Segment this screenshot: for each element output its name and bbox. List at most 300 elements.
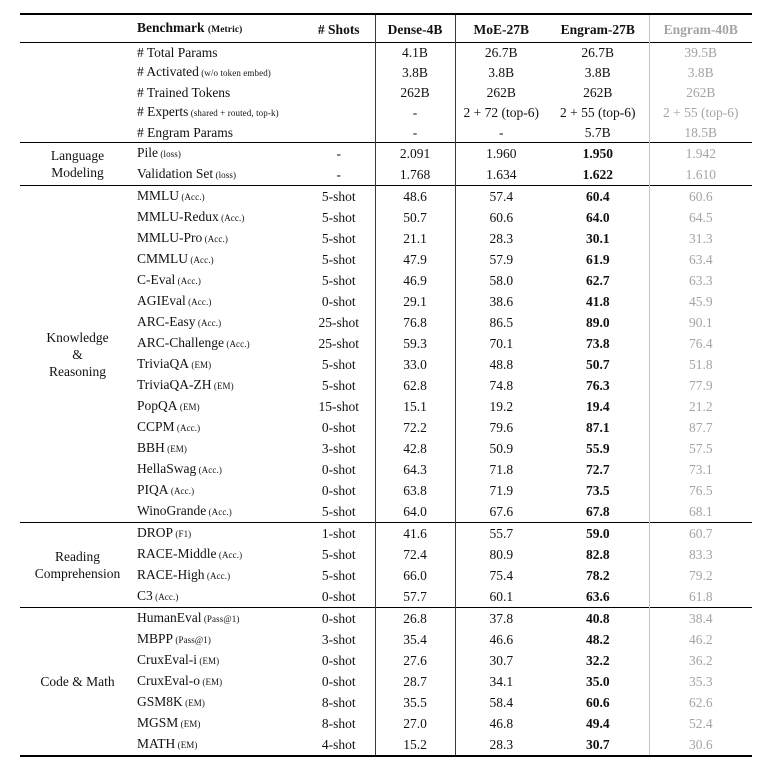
value-engram-27b: 60.4 — [585, 189, 610, 204]
benchmark-cell — [135, 650, 303, 671]
metric-label: (Acc.) — [202, 234, 228, 244]
benchmark-name: MMLU-Pro — [137, 230, 203, 245]
value-dense-4b: 63.8 — [375, 480, 455, 501]
value-dense-4b: - — [375, 102, 455, 123]
benchmark-cell — [135, 207, 303, 228]
benchmark-name: Validation Set — [137, 166, 214, 181]
shots-cell: 5-shot — [321, 210, 356, 225]
metric-label: (EM) — [178, 719, 201, 729]
value-moe-27b: 86.5 — [455, 312, 547, 333]
value-moe-27b: 1.634 — [455, 164, 547, 186]
shots-cell — [303, 83, 375, 102]
header-model-moe-27b: MoE-27B — [455, 14, 547, 43]
benchmark-name: AGIEval — [137, 293, 186, 308]
section-language-modeling — [20, 143, 752, 186]
value-engram-40b: 46.2 — [649, 629, 752, 650]
benchmark-cell — [135, 270, 303, 291]
value-engram-27b: 30.1 — [585, 231, 610, 246]
value-engram-27b: 62.7 — [585, 273, 610, 288]
benchmark-cell — [135, 501, 303, 523]
metric-label: (EM) — [177, 402, 200, 412]
value-engram-40b: 52.4 — [649, 713, 752, 734]
section-knowledge-reasoning — [20, 186, 752, 523]
value-engram-27b: 5.7B — [584, 125, 611, 140]
value-engram-40b: 76.5 — [649, 480, 752, 501]
benchmark-cell — [135, 186, 303, 208]
shots-cell: - — [336, 146, 341, 161]
value-engram-40b: 87.7 — [649, 417, 752, 438]
value-engram-40b: 45.9 — [649, 291, 752, 312]
value-engram-40b: 64.5 — [649, 207, 752, 228]
benchmark-label: Benchmark — [137, 20, 205, 35]
group-label-line: Code & Math — [40, 674, 115, 689]
value-engram-40b: 2 + 55 (top-6) — [649, 102, 752, 123]
metric-label: (Acc.) — [224, 339, 250, 349]
shots-cell: 25-shot — [318, 336, 359, 351]
value-engram-27b: 89.0 — [585, 315, 610, 330]
benchmark-name: CCPM — [137, 419, 175, 434]
value-moe-27b: 57.9 — [455, 249, 547, 270]
benchmark-name: # Trained Tokens — [137, 85, 231, 100]
group-label-model-stats — [20, 43, 135, 143]
group-label-line: Reasoning — [49, 363, 106, 379]
value-engram-40b: 83.3 — [649, 544, 752, 565]
benchmark-table — [20, 13, 752, 757]
value-engram-27b: 59.0 — [585, 526, 610, 541]
value-dense-4b: 2.091 — [375, 143, 455, 165]
value-moe-27b: 48.8 — [455, 354, 547, 375]
value-moe-27b: 28.3 — [455, 228, 547, 249]
benchmark-name: PopQA — [137, 398, 178, 413]
value-engram-27b: 55.9 — [585, 441, 610, 456]
value-engram-40b: 1.942 — [649, 143, 752, 165]
value-moe-27b: 46.8 — [455, 713, 547, 734]
value-engram-40b: 62.6 — [649, 692, 752, 713]
group-label-code-math — [20, 608, 135, 757]
value-moe-27b: 38.6 — [455, 291, 547, 312]
value-dense-4b: 29.1 — [375, 291, 455, 312]
value-moe-27b: 34.1 — [455, 671, 547, 692]
section-reading-comprehension — [20, 523, 752, 608]
metric-label: (Acc.) — [196, 465, 222, 475]
value-engram-27b: 35.0 — [585, 674, 610, 689]
value-engram-27b: 50.7 — [585, 357, 610, 372]
benchmark-cell — [135, 143, 303, 165]
shots-cell — [303, 123, 375, 143]
group-label-reading-comprehension — [20, 523, 135, 608]
benchmark-cell — [135, 375, 303, 396]
value-engram-40b: 61.8 — [649, 586, 752, 608]
value-dense-4b: 3.8B — [375, 62, 455, 83]
value-dense-4b: 41.6 — [375, 523, 455, 545]
shots-cell: - — [336, 167, 341, 182]
benchmark-name: # Experts — [137, 104, 189, 119]
value-moe-27b: 80.9 — [455, 544, 547, 565]
value-engram-27b: 41.8 — [585, 294, 610, 309]
value-engram-40b: 21.2 — [649, 396, 752, 417]
value-moe-27b: 75.4 — [455, 565, 547, 586]
benchmark-cell — [135, 417, 303, 438]
metric-label: (Acc.) — [204, 571, 231, 581]
metric-label: (loss) — [158, 149, 181, 159]
value-engram-40b: 90.1 — [649, 312, 752, 333]
benchmark-name: CMMLU — [137, 251, 189, 266]
benchmark-cell — [135, 123, 303, 143]
benchmark-name: # Activated — [137, 64, 199, 79]
value-dense-4b: 47.9 — [375, 249, 455, 270]
shots-cell: 0-shot — [321, 483, 356, 498]
metric-label: (Pass@1) — [173, 635, 211, 645]
metric-label: (Acc.) — [174, 423, 201, 433]
header-model-engram-27b: Engram-27B — [560, 21, 635, 37]
benchmark-cell — [135, 164, 303, 186]
metric-label: (F1) — [173, 529, 192, 539]
value-engram-27b: 2 + 55 (top-6) — [560, 105, 636, 120]
value-engram-40b: 262B — [649, 83, 752, 102]
metric-label: (EM) — [200, 677, 223, 687]
benchmark-name: CruxEval-o — [137, 673, 200, 688]
value-engram-40b: 63.4 — [649, 249, 752, 270]
shots-cell: 0-shot — [321, 462, 356, 477]
shots-cell: 5-shot — [321, 189, 356, 204]
value-engram-40b: 31.3 — [649, 228, 752, 249]
benchmark-name: C-Eval — [137, 272, 176, 287]
benchmark-name: HellaSwag — [137, 461, 197, 476]
value-engram-27b: 40.8 — [585, 611, 610, 626]
value-moe-27b: 58.0 — [455, 270, 547, 291]
value-engram-27b: 78.2 — [585, 568, 610, 583]
metric-label: (Acc.) — [152, 592, 179, 602]
value-engram-27b: 64.0 — [585, 210, 610, 225]
benchmark-name: # Engram Params — [137, 125, 233, 140]
group-label-line: & — [72, 346, 83, 362]
shots-cell — [303, 43, 375, 63]
value-dense-4b: 66.0 — [375, 565, 455, 586]
shots-cell: 0-shot — [321, 653, 356, 668]
value-engram-40b: 3.8B — [649, 62, 752, 83]
value-engram-27b: 76.3 — [585, 378, 610, 393]
shots-cell: 1-shot — [321, 526, 356, 541]
value-moe-27b: 2 + 72 (top-6) — [455, 102, 547, 123]
metric-label: (Acc.) — [195, 318, 222, 328]
benchmark-cell — [135, 438, 303, 459]
shots-cell: 3-shot — [321, 441, 356, 456]
value-moe-27b: 71.9 — [455, 480, 547, 501]
value-moe-27b: 1.960 — [455, 143, 547, 165]
value-engram-27b: 26.7B — [581, 45, 615, 60]
metric-label: (shared + routed, top-k) — [188, 108, 279, 118]
table-row — [20, 186, 752, 208]
header-model-engram-40b: Engram-40B — [649, 14, 752, 43]
value-moe-27b: 74.8 — [455, 375, 547, 396]
benchmark-name: DROP — [137, 525, 174, 540]
value-dense-4b: 64.0 — [375, 501, 455, 523]
table-row — [20, 608, 752, 630]
metric-label: (EM) — [211, 381, 234, 391]
benchmark-name: WinoGrande — [137, 503, 207, 518]
metric-label: (Acc.) — [185, 297, 212, 307]
benchmark-name: RACE-High — [137, 567, 205, 582]
header-group-spacer — [20, 14, 135, 43]
value-moe-27b: 70.1 — [455, 333, 547, 354]
shots-cell: 0-shot — [321, 589, 356, 604]
value-moe-27b: 57.4 — [455, 186, 547, 208]
group-label-line: Reading — [55, 549, 100, 564]
value-engram-27b: 49.4 — [585, 716, 610, 731]
value-dense-4b: 57.7 — [375, 586, 455, 608]
metric-label: (Acc.) — [206, 507, 232, 517]
value-engram-40b: 38.4 — [649, 608, 752, 630]
group-label-line: Language — [50, 148, 105, 163]
metric-label: (Acc.) — [168, 486, 195, 496]
benchmark-name: MATH — [137, 736, 176, 751]
value-dense-4b: 48.6 — [375, 186, 455, 208]
value-dense-4b: 28.7 — [375, 671, 455, 692]
value-moe-27b: 55.7 — [455, 523, 547, 545]
value-engram-27b: 1.622 — [582, 167, 613, 182]
value-dense-4b: 15.1 — [375, 396, 455, 417]
value-dense-4b: 4.1B — [375, 43, 455, 63]
value-moe-27b: 26.7B — [455, 43, 547, 63]
benchmark-name: MMLU-Redux — [137, 209, 219, 224]
benchmark-cell — [135, 671, 303, 692]
value-moe-27b: 262B — [455, 83, 547, 102]
value-engram-40b: 18.5B — [649, 123, 752, 143]
value-engram-27b: 73.8 — [585, 336, 610, 351]
value-dense-4b: 35.5 — [375, 692, 455, 713]
benchmark-cell — [135, 249, 303, 270]
benchmark-cell — [135, 333, 303, 354]
benchmark-cell — [135, 396, 303, 417]
shots-cell: 5-shot — [321, 231, 356, 246]
shots-cell: 0-shot — [321, 294, 356, 309]
value-engram-40b: 51.8 — [649, 354, 752, 375]
header-benchmark — [135, 14, 303, 43]
value-engram-40b: 36.2 — [649, 650, 752, 671]
value-moe-27b: 19.2 — [455, 396, 547, 417]
value-dense-4b: 1.768 — [375, 164, 455, 186]
value-engram-40b: 76.4 — [649, 333, 752, 354]
benchmark-cell — [135, 734, 303, 756]
benchmark-name: # Total Params — [137, 45, 218, 60]
header-model-dense-4b: Dense-4B — [375, 14, 455, 43]
value-dense-4b: 62.8 — [375, 375, 455, 396]
shots-cell: 15-shot — [318, 399, 359, 414]
value-engram-27b: 67.8 — [585, 504, 610, 519]
benchmark-name: C3 — [137, 588, 153, 603]
value-engram-40b: 68.1 — [649, 501, 752, 523]
shots-cell: 5-shot — [321, 273, 356, 288]
benchmark-name: BBH — [137, 440, 165, 455]
shots-cell — [303, 62, 375, 83]
metric-label: (EM) — [189, 360, 212, 370]
value-engram-27b: 3.8B — [584, 65, 611, 80]
value-engram-27b: 63.6 — [585, 589, 610, 604]
shots-cell — [303, 102, 375, 123]
benchmark-cell — [135, 228, 303, 249]
benchmark-name: MGSM — [137, 715, 179, 730]
benchmark-name: HumanEval — [137, 610, 202, 625]
benchmark-name: MMLU — [137, 188, 180, 203]
value-engram-40b: 1.610 — [649, 164, 752, 186]
value-moe-27b: 46.6 — [455, 629, 547, 650]
benchmark-name: CruxEval-i — [137, 652, 197, 667]
shots-cell: 0-shot — [321, 674, 356, 689]
value-moe-27b: 50.9 — [455, 438, 547, 459]
benchmark-cell — [135, 459, 303, 480]
value-dense-4b: 262B — [375, 83, 455, 102]
group-label-knowledge-reasoning — [20, 186, 135, 523]
table-row — [20, 143, 752, 165]
value-dense-4b: 46.9 — [375, 270, 455, 291]
value-engram-40b: 60.6 — [649, 186, 752, 208]
shots-cell: 4-shot — [321, 737, 356, 752]
benchmark-cell — [135, 713, 303, 734]
value-moe-27b: 71.8 — [455, 459, 547, 480]
header-row — [20, 14, 752, 43]
benchmark-cell — [135, 43, 303, 63]
shots-cell: 0-shot — [321, 611, 356, 626]
value-engram-27b: 82.8 — [585, 547, 610, 562]
group-label-language-modeling — [20, 143, 135, 186]
value-dense-4b: 50.7 — [375, 207, 455, 228]
value-engram-27b: 72.7 — [585, 462, 610, 477]
shots-cell: 0-shot — [321, 420, 356, 435]
value-engram-40b: 57.5 — [649, 438, 752, 459]
value-engram-40b: 63.3 — [649, 270, 752, 291]
benchmark-cell — [135, 312, 303, 333]
metric-label: (EM) — [175, 740, 198, 750]
shots-cell: 5-shot — [321, 568, 356, 583]
benchmark-cell — [135, 692, 303, 713]
metric-label: (Acc.) — [179, 192, 205, 202]
metric-label: (w/o token embed) — [198, 68, 271, 78]
section-code-math — [20, 608, 752, 757]
value-dense-4b: 72.4 — [375, 544, 455, 565]
value-dense-4b: 33.0 — [375, 354, 455, 375]
benchmark-cell — [135, 629, 303, 650]
benchmark-cell — [135, 354, 303, 375]
benchmark-cell — [135, 62, 303, 83]
benchmark-name: ARC-Challenge — [137, 335, 224, 350]
benchmark-name: TriviaQA — [137, 356, 190, 371]
value-dense-4b: 64.3 — [375, 459, 455, 480]
shots-cell: 8-shot — [321, 716, 356, 731]
metric-label: (EM) — [197, 656, 220, 666]
table-row — [20, 523, 752, 545]
benchmark-cell — [135, 523, 303, 545]
benchmark-name: Pile — [137, 145, 159, 160]
value-dense-4b: 59.3 — [375, 333, 455, 354]
value-engram-27b: 60.6 — [585, 695, 610, 710]
value-engram-40b: 60.7 — [649, 523, 752, 545]
value-moe-27b: 30.7 — [455, 650, 547, 671]
value-dense-4b: 21.1 — [375, 228, 455, 249]
value-dense-4b: - — [375, 123, 455, 143]
benchmark-cell — [135, 102, 303, 123]
value-engram-27b: 30.7 — [585, 737, 610, 752]
value-engram-27b: 262B — [583, 85, 613, 100]
shots-cell: 25-shot — [318, 315, 359, 330]
benchmark-cell — [135, 291, 303, 312]
value-moe-27b: - — [455, 123, 547, 143]
benchmark-cell — [135, 480, 303, 501]
metric-label: (EM) — [182, 698, 206, 708]
value-dense-4b: 27.6 — [375, 650, 455, 671]
shots-cell: 5-shot — [321, 252, 356, 267]
value-engram-27b: 73.5 — [585, 483, 610, 498]
value-engram-27b: 19.4 — [585, 399, 610, 414]
metric-label: (Acc.) — [218, 213, 245, 223]
value-dense-4b: 72.2 — [375, 417, 455, 438]
benchmark-name: PIQA — [137, 482, 169, 497]
metric-label: (Acc.) — [175, 276, 201, 286]
benchmark-cell — [135, 565, 303, 586]
value-moe-27b: 67.6 — [455, 501, 547, 523]
group-label-line: Modeling — [51, 165, 104, 180]
value-moe-27b: 37.8 — [455, 608, 547, 630]
value-engram-27b: 61.9 — [585, 252, 610, 267]
benchmark-name: TriviaQA-ZH — [137, 377, 212, 392]
value-engram-40b: 30.6 — [649, 734, 752, 756]
benchmark-cell — [135, 608, 303, 630]
value-engram-27b: 48.2 — [585, 632, 610, 647]
value-engram-40b: 79.2 — [649, 565, 752, 586]
value-moe-27b: 28.3 — [455, 734, 547, 756]
value-engram-27b: 87.1 — [585, 420, 610, 435]
value-engram-40b: 77.9 — [649, 375, 752, 396]
benchmark-cell — [135, 544, 303, 565]
metric-label: (Pass@1) — [201, 614, 240, 624]
benchmark-cell — [135, 586, 303, 608]
benchmark-cell — [135, 83, 303, 102]
metric-label: (Acc.) — [188, 255, 214, 265]
value-dense-4b: 42.8 — [375, 438, 455, 459]
value-moe-27b: 58.4 — [455, 692, 547, 713]
value-moe-27b: 60.6 — [455, 207, 547, 228]
value-dense-4b: 15.2 — [375, 734, 455, 756]
table-row — [20, 43, 752, 63]
table-header — [20, 14, 752, 43]
header-shots: # Shots — [317, 21, 360, 37]
shots-cell: 5-shot — [321, 504, 356, 519]
shots-cell: 8-shot — [321, 695, 356, 710]
value-dense-4b: 27.0 — [375, 713, 455, 734]
value-engram-40b: 35.3 — [649, 671, 752, 692]
metric-label: (loss) — [213, 170, 237, 180]
benchmark-name: MBPP — [137, 631, 174, 646]
value-engram-27b: 1.950 — [582, 146, 613, 161]
benchmark-name: RACE-Middle — [137, 546, 217, 561]
benchmark-name: ARC-Easy — [137, 314, 196, 329]
group-label-line: Knowledge — [46, 329, 109, 345]
shots-cell: 5-shot — [321, 547, 356, 562]
value-dense-4b: 26.8 — [375, 608, 455, 630]
value-moe-27b: 79.6 — [455, 417, 547, 438]
metric-label: (Acc.) — [216, 550, 243, 560]
value-engram-27b: 32.2 — [585, 653, 610, 668]
value-dense-4b: 76.8 — [375, 312, 455, 333]
value-engram-40b: 39.5B — [649, 43, 752, 63]
shots-cell: 5-shot — [321, 357, 356, 372]
value-dense-4b: 35.4 — [375, 629, 455, 650]
value-moe-27b: 3.8B — [455, 62, 547, 83]
group-label-line: Comprehension — [34, 566, 121, 581]
metric-label: (EM) — [164, 444, 188, 454]
value-engram-40b: 73.1 — [649, 459, 752, 480]
value-moe-27b: 60.1 — [455, 586, 547, 608]
benchmark-metric-label: (Metric) — [207, 25, 243, 35]
